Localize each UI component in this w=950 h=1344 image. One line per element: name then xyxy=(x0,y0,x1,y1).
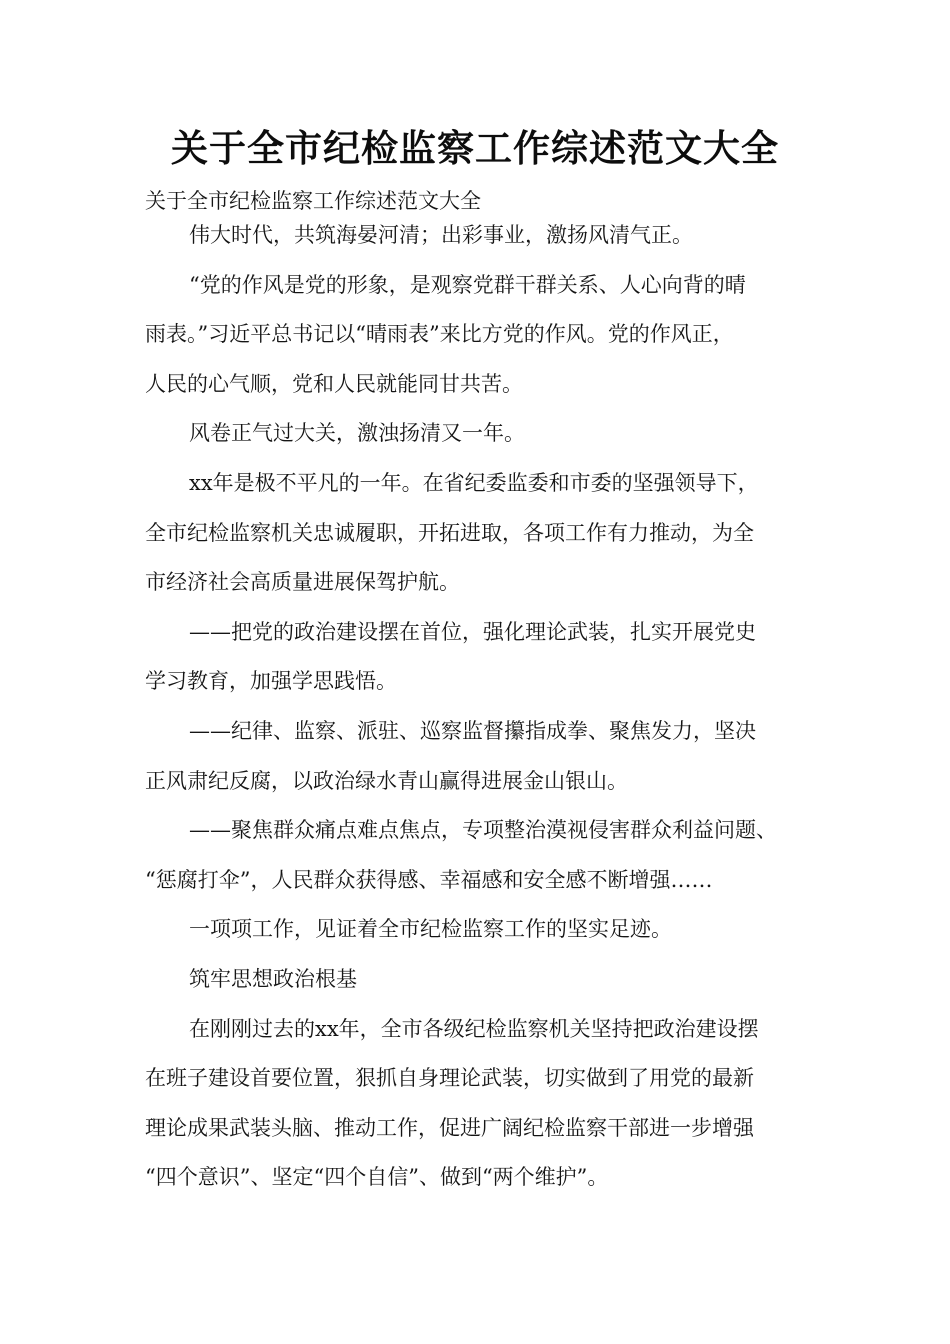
text-line: 筑牢思想政治根基 xyxy=(189,966,357,991)
text-line: 全市纪检监察机关忠诚履职，开拓进取，各项工作有力推动，为全 xyxy=(145,520,754,545)
text-line: 理论成果武装头脑、推动工作，促进广阔纪检监察干部进一步增强 xyxy=(145,1115,754,1140)
text-line: xx年是极不平凡的一年。在省纪委监委和市委的坚强领导下， xyxy=(189,470,759,495)
text-line: “惩腐打伞”，人民群众获得感、幸福感和安全感不断增强…… xyxy=(145,867,713,892)
text-line: 在刚刚过去的xx年，全市各级纪检监察机关坚持把政治建设摆 xyxy=(189,1016,759,1041)
text-line: ——纪律、监察、派驻、巡察监督攥指成拳、聚焦发力，坚决 xyxy=(189,718,756,743)
text-line: 在班子建设首要位置，狠抓自身理论武装，切实做到了用党的最新 xyxy=(145,1066,754,1091)
text-line: “党的作风是党的形象，是观察党群干群关系、人心向背的晴 xyxy=(189,272,746,297)
text-line: 学习教育，加强学思践悟。 xyxy=(145,669,397,694)
text-line: 正风肃纪反腐，以政治绿水青山赢得进展金山银山。 xyxy=(145,768,628,793)
text-line: 市经济社会高质量进展保驾护航。 xyxy=(145,570,460,595)
text-line: “四个意识”、坚定“四个自信”、做到“两个维护”。 xyxy=(145,1165,609,1190)
text-line: 伟大时代，共筑海晏河清；出彩事业，激扬风清气正。 xyxy=(189,223,693,247)
text-line: 雨表。”习近平总书记以“晴雨表”来比方党的作风。党的作风正， xyxy=(145,322,734,347)
document-title: 关于全市纪检监察工作综述范文大全 xyxy=(171,127,779,170)
text-line: 人民的心气顺，党和人民就能同甘共苦。 xyxy=(145,371,523,396)
text-line: 风卷正气过大关，激浊扬清又一年。 xyxy=(189,421,525,446)
document-body xyxy=(145,183,825,1209)
text-line: ——把党的政治建设摆在首位，强化理论武装，扎实开展党史 xyxy=(189,619,756,644)
text-line: ——聚焦群众痛点难点焦点，专项整治漠视侵害群众利益问题、 xyxy=(189,818,777,843)
document-subtitle: 关于全市纪检监察工作综述范文大全 xyxy=(145,189,481,213)
text-line: 一项项工作，见证着全市纪检监察工作的坚实足迹。 xyxy=(189,917,672,942)
